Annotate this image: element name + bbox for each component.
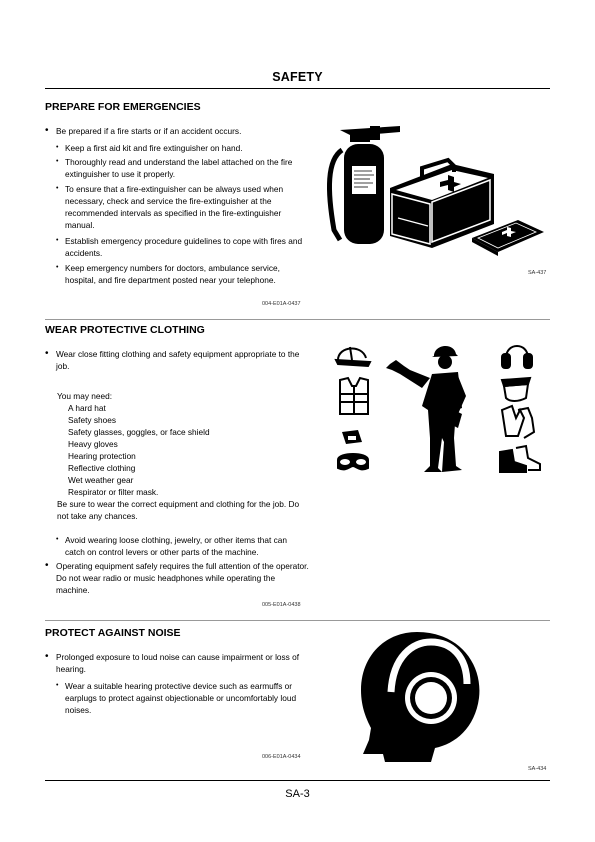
worker-icon (386, 346, 466, 472)
equipment-list (68, 402, 308, 498)
face-shield-icon (502, 378, 530, 401)
bullet-loud-noise: • Prolonged exposure to loud noise can cause impairment or loss of hearing. (45, 651, 310, 675)
first-aid-kit-icon (390, 160, 494, 248)
bullet-emergencies: • Be prepared if a fire starts or if an accident occurs. (45, 125, 310, 137)
you-may-need-label: You may need: (57, 391, 113, 401)
safety-shoes-icon (500, 446, 540, 472)
list-item: Heavy gloves (68, 439, 118, 449)
reference-code: 006-E01A-0434 (262, 754, 301, 760)
goggles-icon (338, 454, 368, 469)
sub-bullet-read-label: • Thoroughly read and understand the label attached on the fire extinguisher to use it properly. (56, 156, 306, 180)
ear-muffs-icon (502, 346, 532, 368)
figure-code: SA-437 (528, 270, 547, 276)
protective-equipment-illustration (330, 338, 545, 480)
section-heading-noise: PROTECT AGAINST NOISE (45, 627, 181, 639)
list-item: Reflective clothing (68, 463, 136, 473)
section-divider (45, 620, 550, 621)
bullet-close-fitting: • Wear close fitting clothing and safety equipment appropriate to the job. (45, 348, 307, 372)
list-item: Safety glasses, goggles, or face shield (68, 427, 210, 437)
title-divider (45, 88, 550, 89)
section-heading-emergencies: PREPARE FOR EMERGENCIES (45, 101, 201, 113)
list-item: A hard hat (68, 403, 106, 413)
emergency-equipment-illustration (322, 120, 547, 270)
sub-bullet-procedures: • Establish emergency procedure guidelines to cope with fires and accidents. (56, 235, 306, 259)
page-title: SAFETY (272, 70, 323, 84)
list-item: Wet weather gear (68, 475, 134, 485)
footer-divider (45, 780, 550, 781)
reflective-vest-icon (340, 378, 368, 414)
sub-bullet-first-aid: • Keep a first aid kit and fire extinguisher on hand. (56, 142, 306, 154)
figure-code: SA-434 (528, 766, 547, 772)
sub-bullet-loose-clothing: • Avoid wearing loose clothing, jewelry, or other items that can catch on control levers or other parts of the machine. (56, 534, 308, 558)
reference-code: 004-E01A-0437 (262, 301, 301, 307)
gloves-icon (502, 406, 534, 438)
list-item: Hearing protection (68, 451, 136, 461)
reference-code: 005-E01A-0438 (262, 602, 301, 608)
list-item: Safety shoes (68, 415, 116, 425)
hearing-protection-illustration (355, 628, 485, 764)
bullet-full-attention: • Operating equipment safely requires the full attention of the operator. Do not wear radio or music headphones while operating the machine. (45, 560, 310, 596)
page-number: SA-3 (285, 788, 310, 800)
section-heading-protective-clothing: WEAR PROTECTIVE CLOTHING (45, 324, 205, 336)
sub-bullet-hearing-device: • Wear a suitable hearing protective device such as earmuffs or earplugs to protect against objectionable or uncomfortably loud noises. (56, 680, 308, 716)
list-item: Respirator or filter mask. (68, 487, 159, 497)
be-sure-text: Be sure to wear the correct equipment and clothing for the job. Do not take any chances. (57, 499, 300, 521)
hard-hat-icon (336, 347, 370, 366)
hearing-protection-icon (361, 632, 479, 762)
section-divider (45, 319, 550, 320)
fire-extinguisher-icon (329, 126, 400, 244)
sub-bullet-service-extinguisher: • To ensure that a fire-extinguisher can be always used when necessary, check and service the fire-extinguisher at the recommended intervals as specified in the fire-extinguisher manual. (56, 183, 306, 231)
sub-bullet-emergency-numbers: • Keep emergency numbers for doctors, ambulance service, hospital, and fire department posted near your telephone. (56, 262, 306, 286)
respirator-icon (342, 430, 362, 444)
